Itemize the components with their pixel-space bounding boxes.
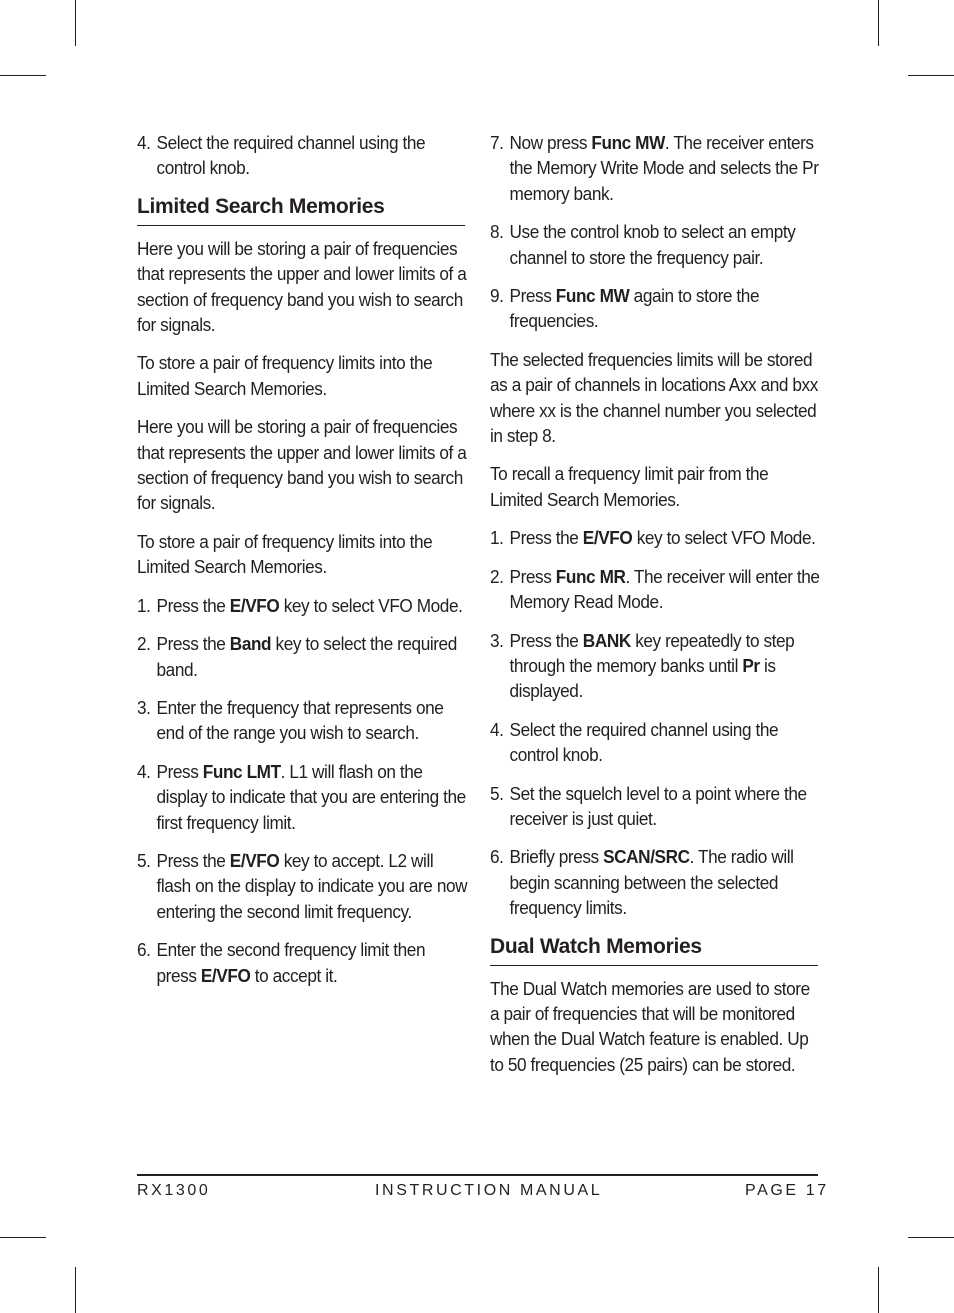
key-name: Func LMT — [202, 760, 281, 782]
step-text: again to store the frequencies. — [509, 285, 760, 332]
list-item — [490, 564, 821, 615]
list-item — [490, 130, 821, 206]
step-text: Press — [509, 285, 556, 307]
paragraph: The Dual Watch memories are used to store a pair of frequencies that will be monitored when the Dual Watch feature is enabled. Up to 50 frequencies (25 pairs) can be stored. — [490, 977, 810, 1075]
crop-mark — [878, 0, 879, 46]
item-number: 4. — [137, 132, 151, 153]
item-text — [157, 695, 469, 746]
step-list — [137, 593, 468, 988]
paragraph: The selected frequencies limits will be stored as a pair of channels in locations Axx and bxx where xx is the channel number you selected in step 8. — [490, 348, 818, 447]
crop-mark — [908, 75, 954, 76]
item-number: 1. — [137, 594, 151, 616]
step-text: . The receiver enters the Memory Write Mode and selects the Pr memory bank. — [509, 132, 819, 204]
step-text: Set the squelch level to a point where the receiver is just quiet. — [509, 782, 807, 829]
item-text — [510, 781, 822, 832]
footer-model: RX1300 — [137, 1182, 211, 1199]
right-column — [490, 130, 820, 1090]
step-list — [490, 525, 821, 920]
list-item — [490, 781, 821, 832]
step-text: Press — [156, 760, 203, 782]
crop-mark — [75, 0, 76, 46]
key-name: Band — [229, 633, 272, 655]
item-text — [510, 219, 822, 270]
step-text: Press — [509, 565, 556, 587]
paragraph: To store a pair of frequency limits into the Limited Search Memories. — [137, 352, 433, 399]
step-text: Now press — [509, 132, 592, 153]
item-text — [510, 283, 822, 334]
item-number: 8. — [490, 221, 504, 243]
list-item — [490, 844, 821, 920]
item-number: 1. — [490, 527, 504, 549]
list-item — [490, 525, 821, 550]
step-text: key repeatedly to step through the memory banks until — [509, 629, 795, 676]
step-text: to accept it. — [250, 964, 338, 986]
item-text — [157, 631, 469, 682]
paragraph: Here you will be storing a pair of frequencies that represents the upper and lower limits of a section of frequency band you wish to search for signals. — [137, 237, 467, 336]
list-item — [137, 848, 468, 924]
key-name: E/VFO — [200, 964, 251, 986]
item-number: 4. — [490, 718, 504, 740]
item-number: 3. — [490, 629, 504, 651]
step-text: . L1 will flash on the display to indicate that you are entering the first frequency limit. — [156, 760, 466, 833]
item-number: 2. — [490, 565, 504, 587]
step-text: . The radio will begin scanning between the selected frequency limits. — [509, 846, 794, 919]
item-number: 2. — [137, 633, 151, 655]
step-text: key to accept. L2 will flash on the display to indicate you are now entering the second limit frequency. — [156, 849, 468, 922]
step-text: Press the — [156, 594, 230, 616]
key-name: Func MW — [555, 285, 630, 307]
step-text: Select the required channel using the control knob. — [509, 718, 779, 766]
footer-rule — [137, 1174, 818, 1176]
crop-mark — [878, 1267, 879, 1313]
crop-mark — [0, 1237, 46, 1238]
step-text: Press the — [509, 629, 583, 651]
item-number: 7. — [490, 132, 504, 153]
list-item — [490, 219, 821, 270]
step-list — [490, 130, 821, 334]
step-text: Enter the frequency that represents one end of the range you wish to search. — [156, 696, 444, 744]
key-name: BANK — [582, 629, 631, 651]
key-name: E/VFO — [229, 594, 280, 616]
step-text: Press the — [156, 849, 230, 871]
item-number: 6. — [137, 939, 151, 961]
heading-rule — [490, 965, 818, 966]
crop-mark — [0, 75, 46, 76]
step-text: is displayed. — [509, 654, 776, 702]
step-text: . The receiver will enter the Memory Read Mode. — [509, 565, 820, 613]
key-name: Func MW — [591, 132, 665, 153]
step-text: key to select VFO Mode. — [632, 527, 816, 549]
list-item — [137, 593, 468, 618]
item-number: 9. — [490, 285, 504, 307]
item-number: 4. — [137, 760, 151, 782]
paragraph: Here you will be storing a pair of frequencies that represents the upper and lower limits of a section of frequency band you wish to search for signals. — [137, 416, 467, 514]
step-text: Briefly press — [509, 846, 604, 868]
step-text: key to select VFO Mode. — [279, 594, 463, 616]
paragraph: To recall a frequency limit pair from the Limited Search Memories. — [490, 463, 769, 510]
item-text: Select the required channel using the control knob. — [156, 132, 426, 179]
step-text: Press the — [509, 527, 583, 549]
section-heading-limited-search: Limited Search Memories — [137, 194, 385, 218]
list-item — [490, 628, 821, 704]
item-number: 6. — [490, 846, 504, 868]
item-text — [510, 525, 822, 550]
crop-mark — [75, 1267, 76, 1313]
item-text — [510, 564, 822, 615]
footer-title: INSTRUCTION MANUAL — [375, 1182, 603, 1199]
item-text — [157, 848, 469, 924]
step-text: Press the — [156, 633, 230, 655]
key-name: E/VFO — [582, 527, 633, 549]
item-number: 5. — [490, 782, 504, 804]
item-text — [157, 593, 469, 618]
left-column — [137, 130, 467, 1001]
list-item — [490, 717, 821, 768]
footer-page-number: PAGE 17 — [745, 1182, 829, 1199]
section-heading-dual-watch: Dual Watch Memories — [490, 934, 702, 958]
item-text — [510, 628, 822, 704]
list-item — [137, 631, 468, 682]
key-name: E/VFO — [229, 849, 280, 871]
item-number: 5. — [137, 849, 151, 871]
key-name: Func MR — [555, 565, 626, 587]
step-text: key to select the required band. — [156, 633, 457, 680]
key-name: SCAN/SRC — [603, 846, 690, 868]
key-name: Pr — [742, 654, 760, 676]
item-text — [157, 937, 469, 988]
list-item — [137, 695, 468, 746]
item-text — [510, 717, 822, 768]
paragraph: To store a pair of frequency limits into the Limited Search Memories. — [137, 530, 433, 578]
heading-rule — [137, 225, 465, 226]
item-number: 3. — [137, 696, 151, 718]
item-text — [157, 759, 469, 835]
list-item — [137, 759, 468, 835]
step-text: Enter the second frequency limit then press — [156, 939, 426, 986]
crop-mark — [908, 1237, 954, 1238]
list-item — [137, 937, 468, 988]
item-text — [510, 844, 822, 920]
item-text — [510, 130, 822, 206]
list-item — [490, 283, 821, 334]
step-text: Use the control knob to select an empty channel to store the frequency pair. — [509, 221, 796, 268]
list-item — [137, 130, 468, 181]
